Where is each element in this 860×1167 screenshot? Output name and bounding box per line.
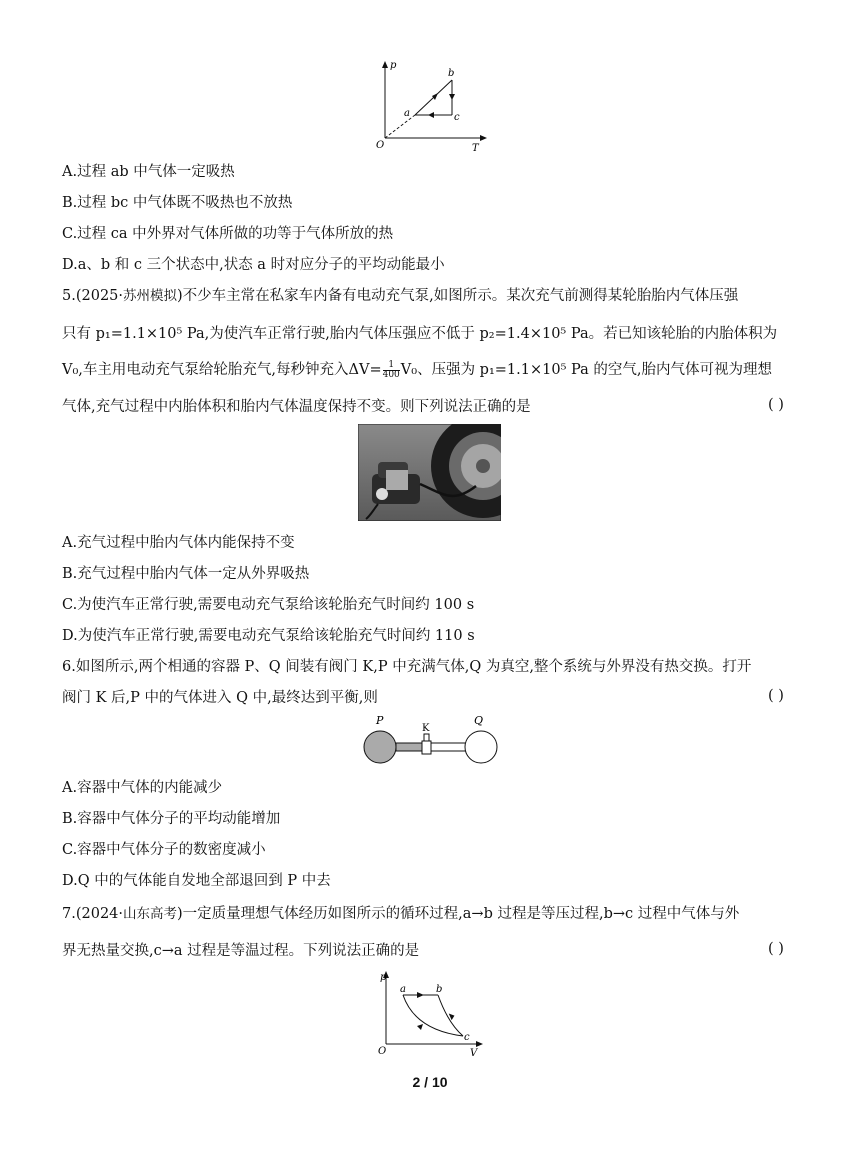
q5-number: 5.(2025· — [62, 288, 124, 304]
q5-option-a: A.充气过程中胎内气体内能保持不变 — [62, 535, 295, 551]
fraction-numerator: 1 — [383, 361, 400, 371]
q6-option-a: A.容器中气体的内能减少 — [62, 780, 223, 796]
point-c-label: c — [454, 112, 460, 123]
q5-line-1-text: )不少车主常在私家车内备有电动充气泵,如图所示。某次充气前测得某轮胎胎内气体压强 — [177, 288, 739, 304]
q4-option-b: B.过程 bc 中气体既不吸热也不放热 — [62, 195, 293, 211]
container-p-label: P — [376, 714, 384, 727]
q6-option-b: B.容器中气体分子的平均动能增加 — [62, 811, 281, 827]
q5-line-1 — [62, 286, 738, 306]
q5-line-3 — [62, 360, 772, 380]
axis-p-label: p — [390, 60, 397, 71]
point-c-label: c — [464, 1032, 470, 1043]
axis-t-label: T — [472, 143, 479, 154]
q5-answer-paren: ( ) — [768, 397, 784, 413]
pt-diagram — [370, 58, 490, 154]
q6-answer-paren: ( ) — [768, 688, 784, 704]
q7-source: 山东高考 — [123, 906, 178, 922]
q6-option-c: C.容器中气体分子的数密度减小 — [62, 842, 266, 858]
point-a-label: a — [404, 108, 410, 119]
air-pump-photo — [358, 424, 501, 521]
q5-line-4: 气体,充气过程中内胎体积和胎内气体温度保持不变。则下列说法正确的是 — [62, 399, 531, 415]
q5-line-3b: V₀、压强为 p₁=1.1×10⁵ Pa 的空气,胎内气体可视为理想 — [400, 362, 772, 378]
q5-fraction — [383, 361, 400, 380]
q7-line-1 — [62, 904, 739, 924]
q5-option-d: D.为使汽车正常行驶,需要电动充气泵给该轮胎充气时间约 110 s — [62, 628, 475, 644]
q7-line-2: 界无热量交换,c→a 过程是等温过程。下列说法正确的是 — [62, 943, 420, 959]
origin-label: O — [378, 1046, 387, 1057]
q4-option-d: D.a、b 和 c 三个状态中,状态 a 时对应分子的平均动能最小 — [62, 257, 445, 273]
q7-line-1-text: )一定质量理想气体经历如图所示的循环过程,a→b 过程是等压过程,b→c 过程中气体与外 — [177, 906, 740, 922]
q4-option-a: A.过程 ab 中气体一定吸热 — [62, 164, 235, 180]
container-q-label: Q — [474, 714, 484, 727]
axis-p-label: p — [380, 972, 387, 983]
fraction-denominator: 400 — [382, 369, 400, 380]
q6-line-2: 阀门 K 后,P 中的气体进入 Q 中,最终达到平衡,则 — [62, 690, 378, 706]
q4-option-c: C.过程 ca 中外界对气体所做的功等于气体所放的热 — [62, 226, 394, 242]
valve-k-label: K — [422, 723, 430, 734]
point-b-label: b — [436, 984, 443, 995]
point-a-label: a — [400, 984, 406, 995]
q5-source: 苏州模拟 — [123, 288, 178, 304]
axis-v-label: V — [470, 1048, 478, 1058]
page-number: 2 / 10 — [412, 1074, 448, 1090]
point-b-label: b — [448, 68, 455, 79]
origin-label: O — [376, 140, 385, 151]
q6-line-1: 6.如图所示,两个相通的容器 P、Q 间装有阀门 K,P 中充满气体,Q 为真空,整个系统与外界没有热交换。打开 — [62, 659, 752, 675]
q5-line-2: 只有 p₁=1.1×10⁵ Pa,为使汽车正常行驶,胎内气体压强应不低于 p₂=1.4×10⁵ Pa。若已知该轮胎的内胎体积为 — [62, 326, 778, 342]
q6-option-d: D.Q 中的气体能自发地全部退回到 P 中去 — [62, 873, 331, 889]
q7-answer-paren: ( ) — [768, 941, 784, 957]
pv-diagram — [370, 968, 490, 1058]
q7-number: 7.(2024· — [62, 906, 124, 922]
q5-line-3a: V₀,车主用电动充气泵给轮胎充气,每秒钟充入ΔV= — [62, 362, 382, 378]
q5-option-c: C.为使汽车正常行驶,需要电动充气泵给该轮胎充气时间约 100 s — [62, 597, 475, 613]
q5-option-b: B.充气过程中胎内气体一定从外界吸热 — [62, 566, 310, 582]
containers-diagram — [360, 712, 500, 768]
